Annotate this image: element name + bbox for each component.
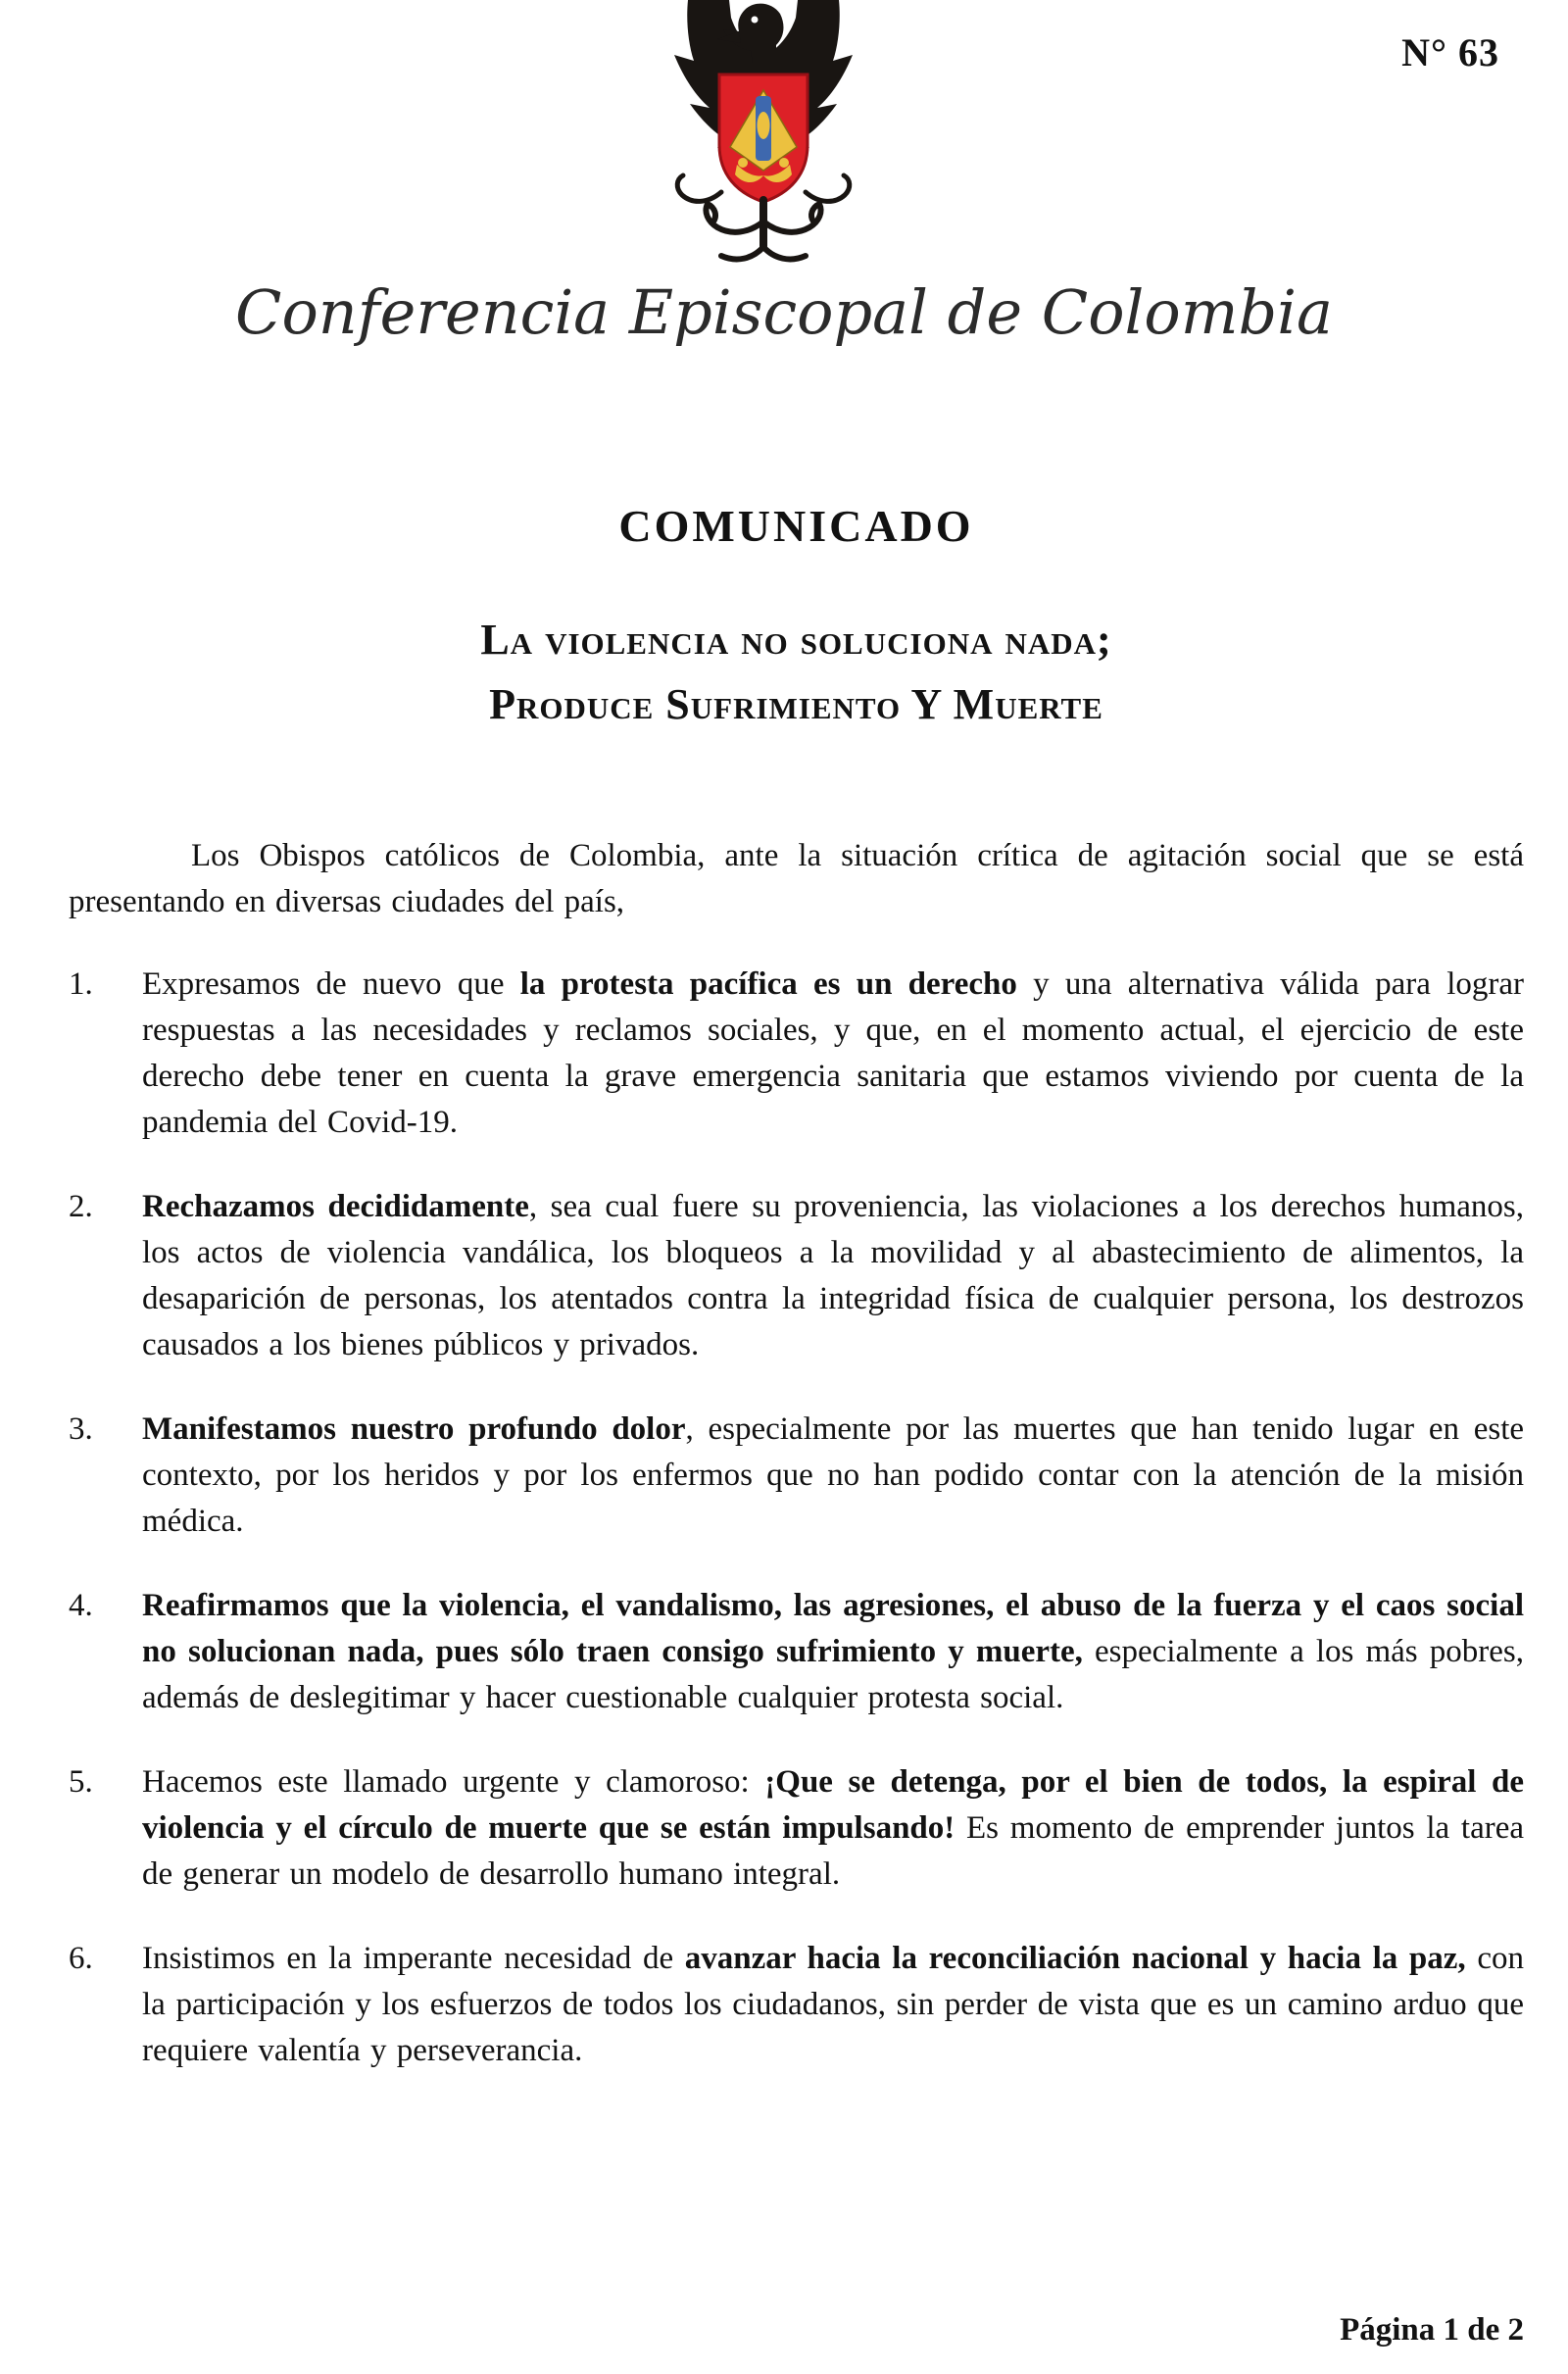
list-item	[69, 962, 1524, 1146]
list-item	[69, 1407, 1524, 1545]
item-text: Rechazamos decididamente, sea cual fuere su proveniencia, las violaciones a los derechos humanos, los actos de violencia vandálica, los bloqueos a la movilidad y al abastecimiento de alimentos, la desaparición de personas, los atentados contra la integridad física de cualquier persona, los destrozos causados a los bienes públicos y privados.	[142, 1189, 1524, 1362]
document-subtitle	[69, 608, 1524, 737]
document-title: COMUNICADO	[618, 501, 974, 551]
intro-paragraph: Los Obispos católicos de Colombia, ante la situación crítica de agitación social que se está presentando en diversas ciudades del país,	[69, 838, 1524, 919]
document-number: N° 63	[1401, 30, 1499, 74]
item-text: Reafirmamos que la violencia, el vandalismo, las agresiones, el abuso de la fuerza y el caos social no solucionan nada, pues sólo traen consigo sufrimiento y muerte, especialmente a los más pobres, además de deslegitimar y hacer cuestionable cualquier protesta social.	[142, 1588, 1525, 1715]
eagle-shield-emblem-icon	[659, 0, 869, 267]
item-number: 2.	[69, 1189, 93, 1224]
numbered-items-list	[69, 962, 1524, 2074]
item-number: 1.	[69, 966, 93, 1002]
subtitle-line-2: Produce Sufrimiento Y Muerte	[489, 680, 1103, 728]
list-item	[69, 1936, 1524, 2074]
item-number: 6.	[69, 1941, 93, 1976]
item-number: 3.	[69, 1411, 93, 1447]
list-item	[69, 1184, 1524, 1368]
item-text: Hacemos este llamado urgente y clamoroso: ¡Que se detenga, por el bien de todos, la espiral de violencia y el círculo de muerte que se están impulsando! Es momento de emprender juntos la tarea de generar un modelo de desarrollo humano integral.	[142, 1764, 1524, 1892]
item-text: Insistimos en la imperante necesidad de avanzar hacia la reconciliación nacional y hacia la paz, con la participación y los esfuerzos de todos los ciudadanos, sin perder de vista que es un camino arduo que requiere valentía y perseverancia.	[142, 1941, 1524, 2068]
organization-script-title: Conferencia Episcopal de Colombia	[235, 276, 1333, 348]
item-text: Manifestamos nuestro profundo dolor, especialmente por las muertes que han tenido lugar en este contexto, por los heridos y por los enfermos que no han podido contar con la atención de la misión médica.	[142, 1411, 1525, 1539]
coat-of-arms-icon	[659, 0, 869, 267]
list-item	[69, 1583, 1524, 1721]
subtitle-line-1: La violencia no soluciona nada;	[480, 616, 1112, 664]
item-number: 5.	[69, 1764, 93, 1800]
item-number: 4.	[69, 1588, 93, 1623]
list-item	[69, 1759, 1524, 1898]
page-number-footer: Página 1 de 2	[1340, 2312, 1524, 2348]
item-text: Expresamos de nuevo que la protesta pacífica es un derecho y una alternativa válida para lograr respuestas a las necesidades y reclamos sociales, y que, en el momento actual, el ejercicio de este derecho debe tener en cuenta la grave emergencia sanitaria que estamos viviendo por cuenta de la pandemia del Covid-19.	[142, 966, 1524, 1140]
